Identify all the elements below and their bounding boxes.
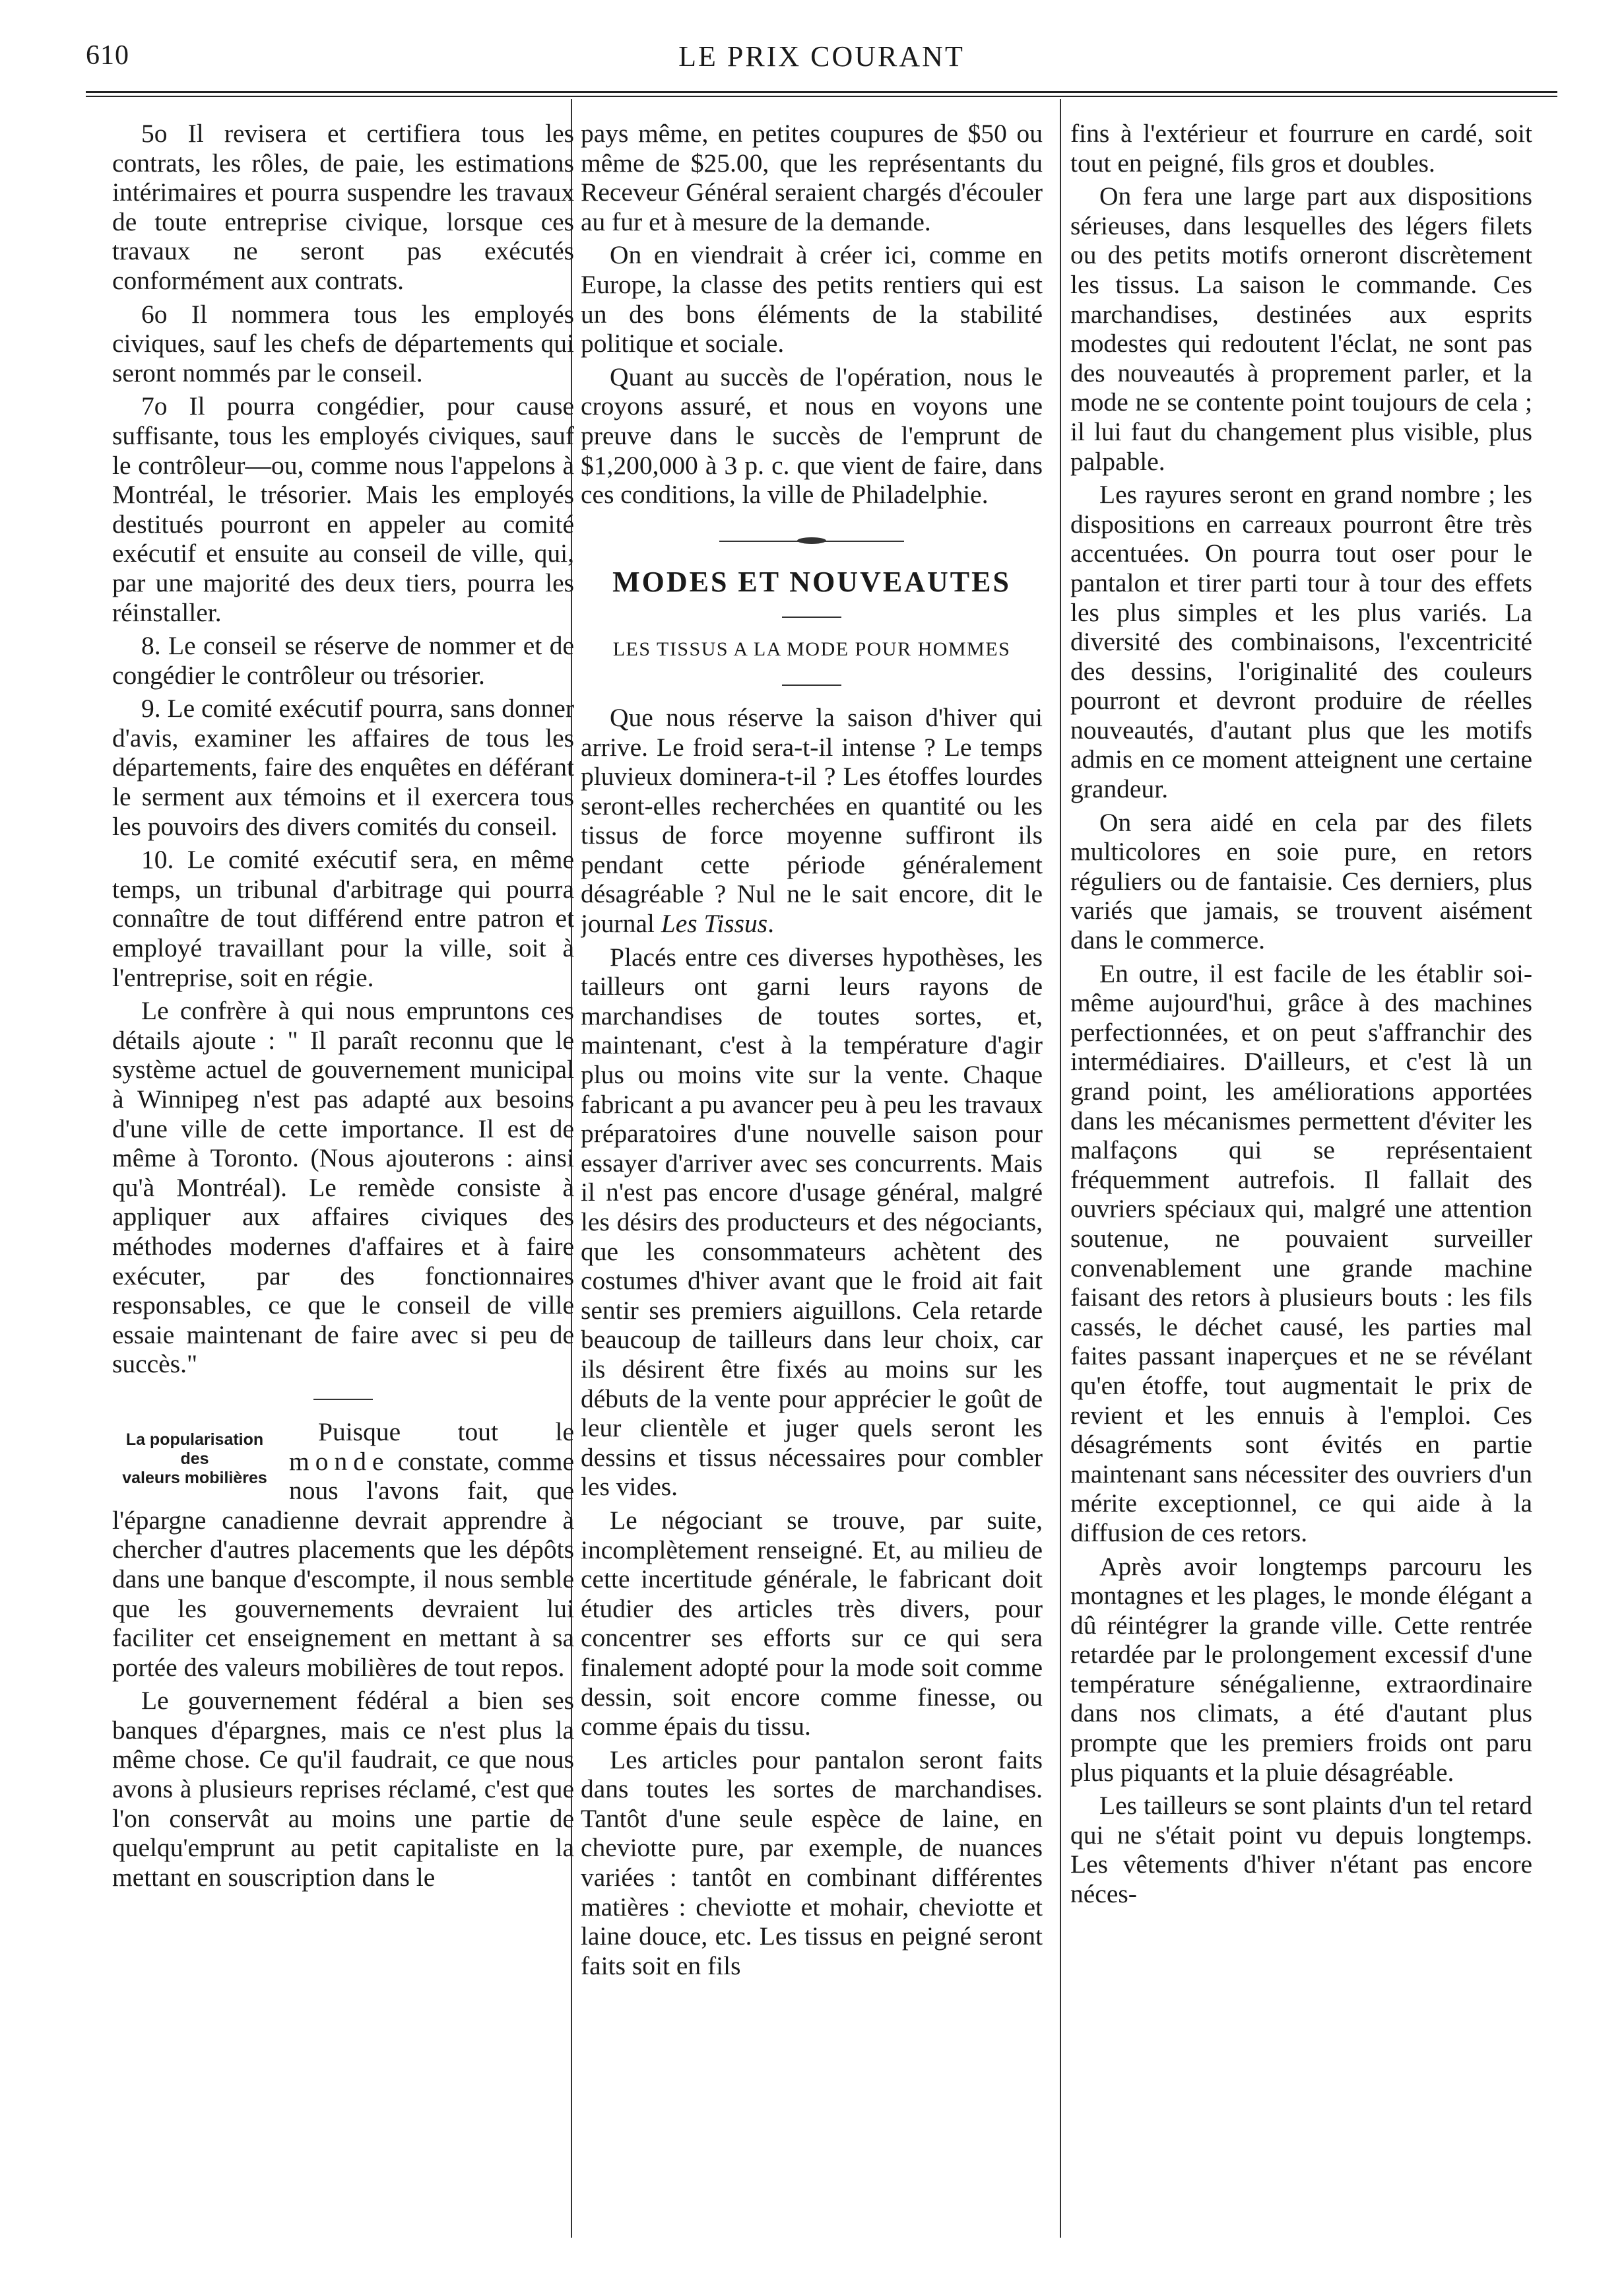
article-paragraph: Le gouvernement fédéral a bien ses banques d'épargnes, mais ce n'est plus la même chose. Ce qu'il faudrait, ce que nous avons à plusieurs reprises réclamé, c'est que l'on conservât au moins une partie de quelqu'emprunt au petit capitaliste en la mettant en souscription dans le — [112, 1686, 574, 1892]
article-paragraph: Quant au succès de l'opération, nous le croyons assuré, et nous en voyons une preuve dans le succès de l'emprunt de $1,200,000 à 3 p. c. que vient de faire, dans ces conditions, la ville de Philadelphie. — [581, 362, 1043, 510]
sidenote-heading-line: valeurs mobilières — [122, 1468, 267, 1487]
ornament-dot — [797, 537, 826, 544]
column-1 — [112, 119, 574, 2244]
header-double-rule — [86, 91, 1557, 97]
ornament-separator — [719, 537, 904, 545]
article-paragraph: Le négociant se trouve, par suite, incomplètement renseigné. Et, au milieu de cette incertitude générale, le fabricant doit étudier des articles très divers, pour concentrer ses efforts sur ce qui sera finalement adopté pour la mode soit comme dessin, soit encore comme finesse, ou comme épais du tissu. — [581, 1505, 1043, 1741]
paragraph-text: Puisque tout le — [318, 1417, 574, 1446]
article-paragraph: On en viendrait à créer ici, comme en Europe, la classe des petits rentiers qui est un des bons éléments de la stabilité politique et sociale. — [581, 240, 1043, 358]
article-paragraph: fins à l'extérieur et fourrure en cardé, soit tout en peigné, fils gros et doubles. — [1070, 119, 1532, 178]
paragraph-text: Que nous réserve la saison d'hiver qui arrive. Le froid sera-t-il intense ? Le temps pluvieux dominera-t-il ? Les étoffes lourdes seront-elles recherchées en quantité ou les tissus de force moyenne suffiront ils pendant cette période généralement désagréable ? Nul ne le sait encore, dit le journal — [581, 702, 1043, 939]
article-paragraph: pays même, en petites coupures de $50 ou même de $25.00, que les représentants du Receveur Général seraient chargés d'écouler au fur et à mesure de la demande. — [581, 119, 1043, 236]
section-heading: MODES ET NOUVEAUTES — [612, 565, 1011, 598]
article-paragraph: Après avoir longtemps parcouru les montagnes et les plages, le monde élégant a dû réintégrer la grande ville. Cette rentrée retardée par le prolongement excessif d'une température sénégalienne, extraordinaire dans nos climats, a été d'autant plus prompte que les premiers froids ont paru plus piquants et la pluie désagréable. — [1070, 1551, 1532, 1787]
article-paragraph: Les tailleurs se sont plaints d'un tel retard qui ne s'était point vu depuis longtemps. Les vêtements d'hiver n'étant pas encore néces- — [1070, 1791, 1532, 1909]
journal-name: Les Tissus — [661, 909, 768, 939]
article-paragraph: 7o Il pourra congédier, pour cause suffisante, tous les employés civiques, sauf le contrôleur—ou, comme nous l'appelons à Montréal, le trésorier. Mais les employés destitués pourront en appeler au comité exécutif et ensuite au conseil de ville, qui, par une majorité des deux tiers, pourra les réinstaller. — [112, 391, 574, 627]
article-paragraph: Le confrère à qui nous empruntons ces détails ajoute : " Il paraît reconnu que le système actuel de gouvernement municipal à Winnipeg n'est pas adapté aux besoins d'une ville de cette importance. Il est de même à Toronto. (Nous ajouterons : ainsi qu'à Montréal). Le remède consiste à appliquer aux affaires civiques des méthodes modernes d'affaires et à faire exécuter, par des fonctionnaires responsables, ce que le conseil de ville essaie maintenant de faire avec si peu de succès." — [112, 996, 574, 1379]
article-paragraph: On fera une large part aux dispositions sérieuses, dans lesquelles des légers filets ou des petits motifs orneront discrètement les tissus. La saison le commande. Ces marchandises, destinées aux esprits modestes qui redoutent l'éclat, ne sont pas des nouveautés à proprement parler, et la mode ne se contente point toujours de cela ; il lui faut du changement plus visible, plus palpable. — [1070, 182, 1532, 476]
article-paragraph: 5o Il revisera et certifiera tous les contrats, les rôles, de paie, les estimations intérimaires et pourra suspendre les travaux de toute entreprise civique, lorsque ces travaux ne seront pas exécutés conformément aux contrats. — [112, 119, 574, 295]
section-subheading: LES TISSUS A LA MODE POUR HOMMES — [612, 638, 1011, 661]
page-header — [86, 40, 1557, 86]
column-2 — [581, 119, 1043, 2244]
paragraph-text: constate, comme nous l'avons fait, que l'épargne canadienne devrait apprendre à chercher d'autres placements que les dépôts dans une banque d'escompte, il nous semble que les gouvernements devraient lui faciliter cet enseignement en mettant à sa portée des valeurs mobilières de tout repos. — [112, 1446, 574, 1682]
spaced-word: monde — [289, 1446, 390, 1476]
column-3 — [1070, 119, 1532, 2244]
article-paragraph: On sera aidé en cela par des filets multicolores en soie pure, en retors réguliers ou de fantaisie. Ces derniers, plus variés que jamais, se trouvent aisément dans le commerce. — [1070, 807, 1532, 955]
sidenote-heading — [112, 1430, 277, 1488]
article-paragraph: 10. Le comité exécutif sera, en même temps, un tribunal d'arbitrage qui pourra connaître de tout différend entre patron et employé travaillant pour la ville, soit à l'entreprise, soit en régie. — [112, 845, 574, 992]
section-separator — [313, 1399, 373, 1400]
heading-rule — [782, 617, 841, 618]
article-paragraph: 6o Il nommera tous les employés civiques, sauf les chefs de départements qui seront nommés par le conseil. — [112, 299, 574, 387]
page-number: 610 — [86, 40, 129, 71]
article-paragraph: Les rayures seront en grand nombre ; les dispositions en carreaux pourront être très accentuées. On pourra tout oser pour le pantalon et tirer parti tour à tour des effets les plus simples et les plus variés. La diversité des combinaisons, l'excentricité des dessins, l'originalité des couleurs pourront et devront produire de réelles nouveautés, d'autant plus que les motifs admis en ce moment atteignent une certaine grandeur. — [1070, 480, 1532, 804]
article-paragraph: 8. Le conseil se réserve de nommer et de congédier le contrôleur ou trésorier. — [112, 631, 574, 690]
column-divider-right — [1060, 99, 1061, 2238]
article-paragraph: Placés entre ces diverses hypothèses, les tailleurs ont garni leurs rayons de marchandises de toutes sortes, et, maintenant, c'est à la température d'agir plus ou moins vite sur la vente. Chaque fabricant a pu avancer peu à peu les travaux préparatoires d'une nouvelle saison pour essayer d'arriver avec ses concurrents. Mais il n'est pas encore d'usage général, malgré les désirs des producteurs et des négociants, que les consommateurs achètent des costumes d'hiver avant que le froid ait fait sentir ses premiers aiguillons. Cela retarde beaucoup de tailleurs dans leur choix, car ils désirent être fixés au moins sur les débuts de la vente pour apprécier le goût de leur clientèle et juger quels seront les dessins et tissus nécessaires pour combler les vides. — [581, 942, 1043, 1502]
heading-rule — [782, 685, 841, 686]
journal-title: LE PRIX COURANT — [678, 40, 965, 73]
paragraph-text: . — [767, 909, 775, 939]
sidenote-article — [112, 1417, 574, 1686]
article-paragraph: Les articles pour pantalon seront faits dans toutes les sortes de marchandises. Tantôt d'une seule espèce de laine, en cheviotte pure, par exemple, de nuances variées : tantôt en combinant différentes matières : cheviotte et mohair, cheviotte et laine douce, etc. Les tissus en peigné seront faits soit en fils — [581, 1745, 1043, 1980]
article-paragraph: En outre, il est facile de les établir soi-même aujourd'hui, grâce à des machines perfectionnées, et on peut s'affranchir des intermédiaires. D'ailleurs, et c'est là un grand point, les améliorations apportées dans les mécanismes permettent d'éviter les malfaçons qui se représentaient fréquemment autrefois. Il fallait des ouvriers spéciaux qui, malgré une attention soutenue, ne pouvaient surveiller convenablement une grande machine faisant des retors à plusieurs bouts : les fils cassés, le déchet causé, les parties mal faites passant inaperçues et ne se révélant qu'en étoffe, tout augmentait le prix de revient et les ennuis à l'emploi. Ces désagréments sont évités en partie maintenant sans nécessiter des ouvriers d'un mérite exceptionnel, ce qui aide à la diffusion de ces retors. — [1070, 958, 1532, 1547]
article-paragraph — [581, 703, 1043, 939]
sidenote-heading-line: des — [180, 1449, 209, 1468]
sidenote-heading-line: La popularisation — [125, 1430, 264, 1449]
article-paragraph: 9. Le comité exécutif pourra, sans donner d'avis, examiner les affaires de tous les départements, faire des enquêtes en déférant le serment aux témoins et il exercera tous les pouvoirs des divers comités du conseil. — [112, 694, 574, 841]
